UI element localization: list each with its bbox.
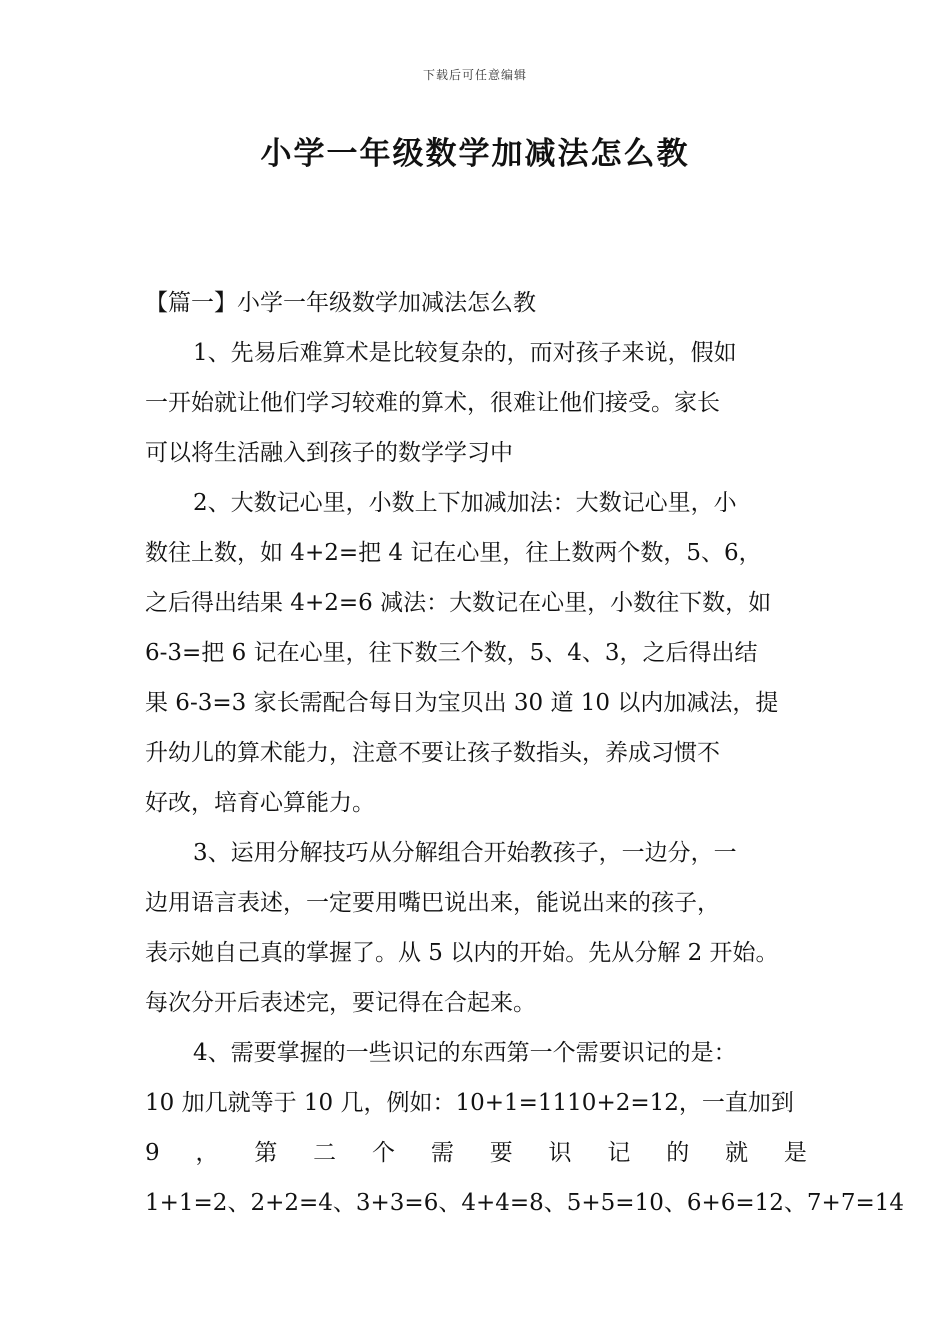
paragraph-line: 表示她自己真的掌握了。从 5 以内的开始。先从分解 2 开始。 <box>145 940 779 966</box>
spaced-char: 9 <box>145 1140 160 1166</box>
spaced-char: 的 <box>666 1140 690 1166</box>
spaced-char: 是 <box>783 1140 807 1166</box>
paragraph-line: 1+1=2、2+2=4、3+3=6、4+4=8、5+5=10、6+6=12、7+7=14 <box>145 1190 904 1216</box>
paragraph-line: 之后得出结果 4+2=6 减法：大数记在心里，小数往下数，如 <box>145 590 772 616</box>
spaced-char: 就 <box>725 1140 749 1166</box>
spaced-char: 识 <box>548 1140 572 1166</box>
paragraph-line: 1、先易后难算术是比较复杂的，而对孩子来说，假如 <box>193 340 737 366</box>
spaced-char: 个 <box>372 1140 396 1166</box>
paragraph-line: 好改，培育心算能力。 <box>145 790 375 816</box>
spaced-char: ， <box>195 1140 219 1166</box>
paragraph-line: 升幼儿的算术能力，注意不要让孩子数指头，养成习惯不 <box>145 740 720 766</box>
spaced-char: 要 <box>489 1140 513 1166</box>
paragraph-line: 2、大数记心里，小数上下加减加法：大数记心里，小 <box>193 490 737 516</box>
paragraph-line: 一开始就让他们学习较难的算术，很难让他们接受。家长 <box>145 390 720 416</box>
paragraph-line: 10 加几就等于 10 几，例如：10+1=1110+2=12，一直加到 <box>145 1090 794 1116</box>
spaced-char: 记 <box>607 1140 631 1166</box>
spaced-char: 需 <box>430 1140 454 1166</box>
paragraph-line: 6-3=把 6 记在心里，往下数三个数，5、4、3，之后得出结 <box>145 640 758 666</box>
paragraph-line: 4、需要掌握的一些识记的东西第一个需要识记的是： <box>193 1040 737 1066</box>
paragraph-line: 边用语言表述，一定要用嘴巴说出来，能说出来的孩子， <box>145 890 720 916</box>
header-note: 下载后可任意编辑 <box>422 68 527 82</box>
paragraph-line: 每次分开后表述完，要记得在合起来。 <box>145 990 536 1016</box>
paragraph-line: 数往上数，如 4+2=把 4 记在心里，往上数两个数，5、6， <box>145 540 762 566</box>
document-body <box>145 278 904 1228</box>
spaced-paragraph-line <box>145 1128 807 1178</box>
paragraph-line: 3、运用分解技巧从分解组合开始教孩子，一边分，一 <box>193 840 737 866</box>
section-heading: 【篇一】小学一年级数学加减法怎么教 <box>145 290 536 316</box>
spaced-char: 二 <box>313 1140 337 1166</box>
spaced-char: 第 <box>254 1140 278 1166</box>
paragraph-line: 可以将生活融入到孩子的数学学习中 <box>145 440 513 466</box>
paragraph-line: 果 6-3=3 家长需配合每日为宝贝出 30 道 10 以内加减法，提 <box>145 690 779 716</box>
document-title: 小学一年级数学加减法怎么教 <box>260 136 690 172</box>
